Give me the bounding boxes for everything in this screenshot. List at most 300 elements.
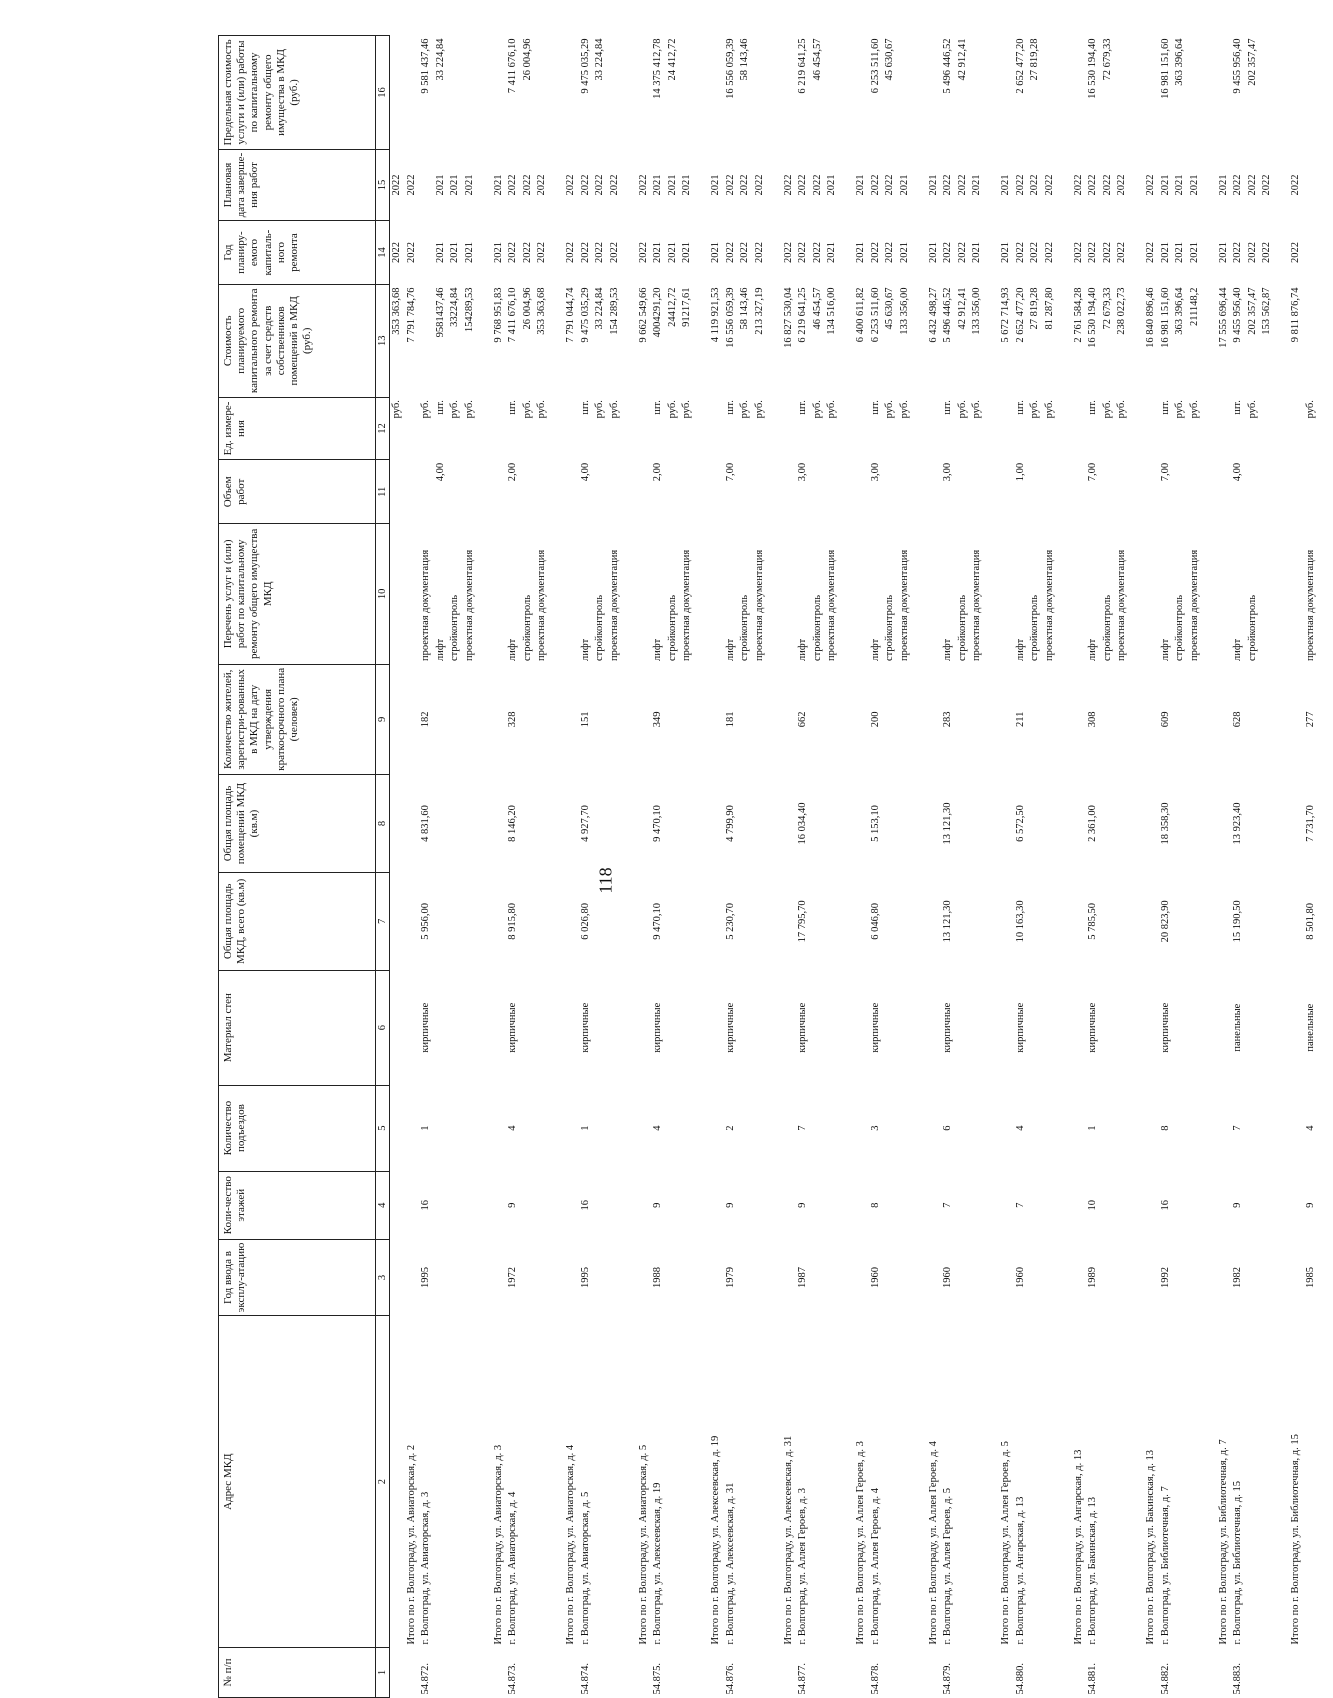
table-row: 8 501,80 [1304,902,1316,940]
table-row: руб. [521,400,533,419]
table-row: 2022 [1101,242,1113,264]
table-row: шт. [652,400,663,415]
table-row: 45 630,67 [884,287,895,330]
table-row: 1979 [724,1267,736,1289]
table-row: 2022 [521,242,533,264]
table-row: 2021 [1174,174,1185,196]
table-row: проектная документация [1304,549,1316,662]
table-row: 1 [420,1125,431,1131]
table-row: руб. [1188,400,1200,419]
table-row: 54.875. [652,1663,663,1695]
column-number: 15 [376,149,390,220]
total-row: 2022 [565,242,576,264]
table-row: 3,00 [797,462,808,482]
table-row: 2022 [1261,174,1272,196]
table-row: 2022 [724,174,736,196]
table-row: 54.879. [942,1663,953,1695]
table-row: 33 224,84 [594,38,605,81]
table-row: г. Волгоград, ул. Алексеевская, д. 19 [652,1482,663,1645]
table-row: 1995 [420,1267,431,1289]
total-row: 5 672 714,93 [1000,287,1011,343]
table-row: 2021 [434,174,446,196]
table-row: 2,00 [507,462,518,482]
table-row: лифт [869,638,881,662]
table-row: г. Волгоград, ул. Библиотечная, д. 7 [1159,1486,1171,1645]
col-13-cell [390,284,1333,397]
table-row: 5 956,00 [420,902,431,940]
table-row: 16 556 059,39 [724,38,736,99]
table-row: 2021 [971,242,982,264]
table-row: 9 [507,1202,518,1208]
col-5-cell [390,1085,1333,1171]
table-row: шт. [724,400,736,415]
header-cell: Ед. измере-ния [219,397,376,460]
table-row: 13 923,40 [1232,802,1243,845]
total-row: 2022 [782,174,794,196]
table-row: 2021 [666,242,678,264]
header-cell: Стоимость планируемого капитального ремонта за счет средств собственников помещений в МКД (руб.) [219,284,376,397]
header-cell: Количество подъездов [219,1085,376,1171]
table-row: кирпичные [797,1002,808,1053]
table-row: руб. [884,400,895,419]
table-row: 54.874. [579,1663,591,1695]
col-3-cell [390,1239,1333,1316]
total-row: Итого по г. Волгограду, ул. Алексеевская, д. 31 [782,1435,794,1645]
table-row: 2021 [652,174,663,196]
table-row: 1987 [797,1267,808,1289]
table-row: 2022 [507,174,518,196]
header-cell: Объем работ [219,460,376,524]
table-row: 2022 [1087,242,1098,264]
column-number: 11 [376,460,390,524]
table-row: 2022 [739,174,750,196]
table-row: 2021 [463,174,475,196]
table-row: руб. [536,400,547,419]
total-row: 2022 [565,174,576,196]
table-row: 4 [1304,1125,1316,1131]
total-row: 2021 [1217,242,1229,264]
col-8-cell [390,775,1333,873]
top-row-value: 2022 [391,174,402,196]
table-row: 2021 [1188,174,1200,196]
table-row: 2022 [956,242,968,264]
table-row: кирпичные [652,1002,663,1053]
table-row: 2022 [1029,174,1040,196]
table-row: 15 190,50 [1232,900,1243,943]
table-row: 45 630,67 [884,38,895,81]
table-row: кирпичные [420,1002,431,1053]
table-row: 283 [942,711,953,728]
table-row: 353 363,68 [536,287,547,335]
table-row: 2021 [666,174,678,196]
table-row: кирпичные [869,1002,881,1053]
table-row: руб. [1174,400,1185,419]
col-7-cell [390,872,1333,970]
column-number: 2 [376,1316,390,1648]
table-row: 2022 [594,174,605,196]
table-row: 4 [1014,1125,1026,1131]
table-row: кирпичные [507,1002,518,1053]
table-row: 9 470,10 [652,902,663,940]
table-row: проектная документация [420,549,431,662]
table-row: стройконтроль [884,594,895,662]
col-6-cell [390,970,1333,1085]
col-10-cell [390,524,1333,664]
table-row: 4 831,60 [420,805,431,842]
table-row: шт. [869,400,881,415]
table-row: 58 143,46 [739,38,750,81]
table-row: 4,00 [434,462,446,482]
table-row: г. Волгоград, ул. Библиотечная, д. 15 [1232,1481,1243,1645]
column-number: 14 [376,221,390,285]
table-row: 9 470,10 [652,805,663,842]
table-row: 1960 [942,1267,953,1289]
table-row: 2022 [739,242,750,264]
table-row: 2022 [724,242,736,264]
table-row: 4 927,70 [579,805,591,842]
table-row: 2021 [652,242,663,264]
total-row: Итого по г. Волгограду, ул. Аллея Героев, д. 3 [855,1441,866,1645]
table-row: 2021 [971,174,982,196]
table-row: руб. [898,400,910,419]
table-row: 4 799,90 [724,805,736,842]
table-row: 42 912,41 [956,38,968,81]
table-row: руб. [1116,400,1127,419]
table-row: проектная документация [971,549,982,662]
table-row: руб. [1101,400,1113,419]
header-cell: Материал стен [219,970,376,1085]
header-cell: Предельная стоимость услуги и (или) работы по капитальному ремонту общего имущества в МКД (руб.) [219,36,376,150]
table-row: 213 327,19 [753,287,765,335]
total-row: 2021 [855,242,866,264]
table-row: 2022 [884,174,895,196]
table-row: 4 [652,1125,663,1131]
col-9-cell [390,664,1333,775]
table-row: проектная документация [1043,549,1055,662]
table-row: 16 [579,1199,591,1211]
column-number: 10 [376,524,390,664]
table-row: шт. [507,400,518,415]
total-row: 6 432 498,27 [927,287,939,343]
table-row: 2021 [681,242,692,264]
table-row: 33 224,84 [594,287,605,330]
table-row: лифт [1232,638,1243,662]
table-row: 42 912,41 [956,287,968,330]
table-row: 2022 [608,242,620,264]
table-row: 7 [797,1125,808,1131]
table-row: 2022 [869,242,881,264]
table-row: кирпичные [1087,1002,1098,1053]
table-row: 200 [869,711,881,728]
total-row: 17 555 696,44 [1217,287,1229,348]
table-row: проектная документация [826,549,837,662]
table-row: 2021 [449,242,460,264]
table-row: 1989 [1087,1267,1098,1289]
header-cell: Перечень услуг и (или) работ по капитальному ремонту общего имущества МКД [219,524,376,664]
header-cell: Количество жителей, зарегистри-рованных в МКД на дату утверждения краткосрочного плана (человек) [219,664,376,775]
table-row: 54.881. [1087,1663,1098,1695]
total-row: 4 119 921,53 [710,287,721,343]
col-1-cell [390,1648,1333,1698]
table-row: лифт [507,638,518,662]
table-row: 8 915,80 [507,902,518,940]
column-number: 7 [376,872,390,970]
table-row: 2022 [1116,174,1127,196]
total-row: 2022 [782,242,794,264]
header-cell: Год планиру-емого капиталь-ного ремонта [219,221,376,285]
table-row: 54.873. [507,1663,518,1695]
total-row: 2022 [1072,174,1084,196]
table-row: 2 [724,1125,736,1131]
table-row: лифт [652,638,663,662]
table-row: руб. [971,400,982,419]
table-row: 1960 [869,1267,881,1289]
table-row: 2022 [1246,242,1258,264]
table-row: 151 [579,711,591,728]
table-row: 1,00 [1014,462,1026,482]
table-row: лифт [724,638,736,662]
table-row: руб. [1304,400,1316,419]
table-row: 6 026,80 [579,902,591,940]
total-row: 2022 [1072,242,1084,264]
table-row: 1960 [1014,1267,1026,1289]
table-row: кирпичные [579,1002,591,1053]
table-row: 182 [420,711,431,728]
total-row: Итого по г. Волгограду, ул. Алексеевская, д. 19 [710,1435,721,1645]
col-12-cell [390,397,1333,460]
table-row: проектная документация [463,549,475,662]
table-row: стройконтроль [811,594,823,662]
column-number: 16 [376,36,390,150]
table-row: лифт [1087,638,1098,662]
header-cell: Год ввода в эксплу-атацию [219,1239,376,1316]
table-row: 8 146,20 [507,805,518,842]
column-number: 9 [376,664,390,775]
table-row: 2022 [1101,174,1113,196]
table-row: 2022 [1261,242,1272,264]
header-cell: Адрес МКД [219,1316,376,1648]
total-row: 2022 [405,242,417,264]
table-row: 10 [1087,1199,1098,1211]
table-row: 133 356,00 [971,287,982,335]
total-row: Итого по г. Волгограду, ул. Авиаторская, д. 2 [405,1444,417,1645]
table-row: 16 034,40 [797,802,808,845]
table-row: г. Волгоград, ул. Авиаторская, д. 3 [420,1491,431,1645]
table-row: 7 [1014,1202,1026,1208]
table-row: 16 981 151,60 [1159,38,1171,99]
total-row: Итого по г. Волгограду, ул. Аллея Героев, д. 4 [927,1441,939,1645]
table-row: кирпичные [724,1002,736,1053]
total-row: 2022 [1145,174,1156,196]
table-row: 9 [652,1202,663,1208]
table-row: 2021 [449,174,460,196]
table-row: проектная документация [536,549,547,662]
table-row: лифт [942,638,953,662]
table-row: 5 496 446,52 [942,287,953,343]
table-row: 308 [1087,711,1098,728]
table-row: лифт [579,638,591,662]
total-row: 2022 [1290,174,1301,196]
table-row: 9 [797,1202,808,1208]
total-row: 2022 [637,242,649,264]
column-number: 6 [376,970,390,1085]
table-row: панельные [1232,1003,1243,1052]
header-cell: Общая площадь помещений МКД (кв.м) [219,775,376,873]
table-row: 7,00 [1159,462,1171,482]
table-row: 16 [420,1199,431,1211]
table-row: 8 [1159,1125,1171,1131]
column-number: 13 [376,284,390,397]
table-row: 2021 [681,174,692,196]
table-row: стройконтроль [956,594,968,662]
table-row: 133 356,00 [898,287,910,335]
table-row: 363 396,64 [1174,287,1185,335]
table-row: 2022 [1246,174,1258,196]
column-number: 8 [376,775,390,873]
table-row: 2 652 477,20 [1014,287,1026,343]
table-row: 181 [724,711,736,728]
table-row: 58 143,46 [739,287,750,330]
col-15-cell [390,149,1333,220]
table-row: руб. [449,400,460,419]
table-row: 153 562,87 [1261,287,1272,335]
table-row: 2021 [1174,242,1185,264]
table-row: 2022 [536,242,547,264]
table-row: 2022 [1014,242,1026,264]
table-row: 9 [724,1202,736,1208]
table-row: 2022 [521,174,533,196]
table-row: стройконтроль [1246,594,1258,662]
col-11-cell [390,460,1333,524]
table-row: 2022 [753,242,765,264]
table-row: шт. [1087,400,1098,415]
total-row: 2021 [927,174,939,196]
table-row: 26 004,96 [521,38,533,81]
table-row: г. Волгоград, ул. Ангарская, д. 13 [1014,1496,1026,1645]
table-row: 46 454,57 [811,287,823,330]
table-row: 8 [869,1202,881,1208]
table-row: 6 046,80 [869,902,881,940]
total-row: Итого по г. Волгограду, ул. Авиаторская, д. 3 [492,1444,504,1645]
table-row: шт. [434,400,446,415]
table-row: лифт [1014,638,1026,662]
table-row: 81 287,80 [1043,287,1055,330]
table-row: г. Волгоград, ул. Аллея Героев, д. 3 [797,1487,808,1645]
table-row: 363 396,64 [1174,38,1185,86]
table-row: 2022 [1043,242,1055,264]
table-row: 3 [869,1125,881,1131]
table-row: стройконтроль [739,594,750,662]
table-row: стройконтроль [1101,594,1113,662]
header-cell: Коли-чество этажей [219,1171,376,1239]
table-row: 277 [1304,711,1316,728]
total-row: Итого по г. Волгограду, ул. Аллея Героев, д. 5 [1000,1441,1011,1645]
total-row: Итого по г. Волгограду, ул. Авиаторская, д. 4 [565,1444,576,1645]
table-row: 2022 [942,242,953,264]
table-row: 3,00 [942,462,953,482]
repair-plan-table [218,35,1333,1698]
table-row: 72 679,33 [1101,38,1113,81]
table-row: 2021 [898,242,910,264]
table-row: 2022 [1116,242,1127,264]
table-row: 2021 [463,242,475,264]
table-row: 349 [652,711,663,728]
table-row: руб. [463,400,475,419]
table-row: 7 [942,1202,953,1208]
table-row: руб. [739,400,750,419]
table-row: руб. [594,400,605,419]
table-row: 91217,61 [681,287,692,327]
table-row: 1985 [1304,1267,1316,1289]
table-row: панельные [1304,1003,1316,1052]
rotated-document-table [218,35,1316,1698]
table-row: 46 454,57 [811,38,823,81]
table-row: руб. [666,400,678,419]
table-row: 1988 [652,1267,663,1289]
table-row: 1982 [1232,1267,1243,1289]
table-row: 211 [1014,711,1026,728]
table-row: 24412,72 [666,287,678,327]
table-row: 6 253 511,60 [869,38,881,94]
table-row: 54.877. [797,1663,808,1695]
total-row: 2021 [1217,174,1229,196]
total-row: Итого по г. Волгограду, ул. Бакинская, д. 13 [1145,1450,1156,1645]
table-row: проектная документация [1188,549,1200,662]
table-row: проектная документация [753,549,765,662]
table-row: 202 357,47 [1246,287,1258,335]
table-row: 2022 [579,242,591,264]
table-row: 9 475 035,29 [579,287,591,343]
table-row: 9 581 437,46 [420,38,431,94]
column-number: 4 [376,1171,390,1239]
table-row: 27 819,28 [1029,287,1040,330]
table-row: 54.876. [724,1663,736,1695]
column-numbers-row [376,36,390,1698]
table-row: г. Волгоград, ул. Аллея Героев, д. 5 [942,1487,953,1645]
table-row: шт. [1232,400,1243,415]
table-header-row [219,36,376,1698]
total-row: 2021 [1000,242,1011,264]
top-row-value: 353 363,68 [391,287,402,335]
table-row: стройконтроль [1174,594,1185,662]
table-row: 328 [507,711,518,728]
table-row: 2021 [1159,242,1171,264]
table-row: 2022 [579,174,591,196]
table-row: стройконтроль [594,594,605,662]
total-row: Итого по г. Волгограду, ул. Библиотечная, д. 7 [1217,1439,1229,1645]
table-row: 6 572,50 [1014,805,1026,842]
column-number: 5 [376,1085,390,1171]
table-row: 2022 [608,174,620,196]
table-row: 2022 [811,174,823,196]
table-row: руб. [826,400,837,419]
header-cell: Плановая дата заверше-ния работ [219,149,376,220]
table-row: г. Волгоград, ул. Алексеевская, д. 31 [724,1482,736,1645]
table-row: 2022 [753,174,765,196]
table-row: 662 [797,711,808,728]
table-row: 1 [1087,1125,1098,1131]
table-row: 2,00 [652,462,663,482]
table-row: 13 121,30 [942,900,953,943]
table-row: 2022 [1232,242,1243,264]
table-row: 2021 [898,174,910,196]
total-row: 16 827 530,04 [782,287,794,348]
table-row: лифт [797,638,808,662]
table-row: 2 361,00 [1087,805,1098,842]
table-row: кирпичные [1159,1002,1171,1053]
table-row: 2022 [1087,174,1098,196]
table-row: 4,00 [579,462,591,482]
